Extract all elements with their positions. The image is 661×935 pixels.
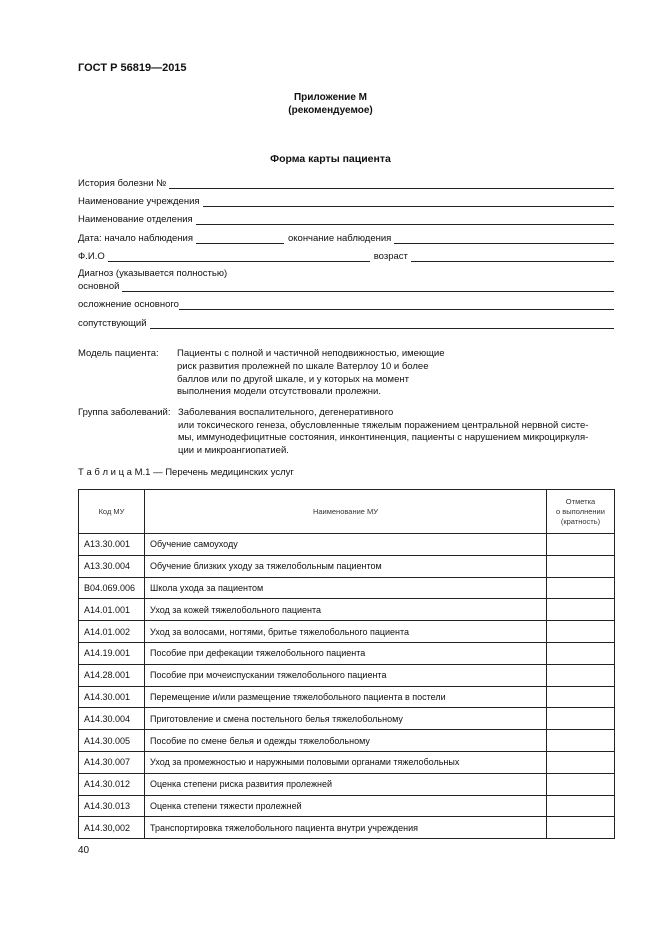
name-cell: Пособие при дефекации тяжелобольного пациента xyxy=(145,642,547,664)
mark-cell[interactable] xyxy=(547,817,615,839)
mark-cell[interactable] xyxy=(547,534,615,556)
table-row xyxy=(79,730,615,752)
header-mark-line: Отметка xyxy=(565,496,596,506)
code-cell: А14.30.007 xyxy=(79,751,145,773)
fill-line[interactable] xyxy=(394,234,614,244)
code-cell: А14.19.001 xyxy=(79,642,145,664)
code-cell: А14.30.012 xyxy=(79,773,145,795)
field-department xyxy=(78,214,614,225)
name-cell: Уход за промежностью и наружными половыми органами тяжелобольных xyxy=(145,751,547,773)
appendix-subtitle: (рекомендуемое) xyxy=(288,105,373,116)
field-label: окончание наблюдения xyxy=(287,233,392,244)
field-dates xyxy=(78,233,614,244)
name-cell: Приготовление и смена постельного белья тяжелобольному xyxy=(145,708,547,730)
code-cell: А14.30.013 xyxy=(79,795,145,817)
header-mark-line: (кратность) xyxy=(560,516,601,526)
code-cell: А14.30.005 xyxy=(79,730,145,752)
mark-cell[interactable] xyxy=(547,751,615,773)
group-line: мы, иммунодефицитные состояния, инконтиненция, пациенты с нарушением микроциркуля- xyxy=(178,432,589,443)
name-cell: Обучение близких уходу за тяжелобольным пациентом xyxy=(145,555,547,577)
mark-cell[interactable] xyxy=(547,795,615,817)
form-title: Форма карты пациента xyxy=(270,153,391,165)
fill-line[interactable] xyxy=(203,197,614,207)
table-caption xyxy=(78,467,294,478)
table-row xyxy=(79,664,615,686)
appendix-title: Приложение М xyxy=(293,92,368,103)
header-name: Наименование МУ xyxy=(145,490,547,534)
field-label: возраст xyxy=(373,251,408,262)
name-cell: Оценка степени риска развития пролежней xyxy=(145,773,547,795)
table-header-row xyxy=(79,490,615,534)
model-line: риск развития пролежней по шкале Ватерлоу 10 и более xyxy=(177,361,429,372)
mark-cell[interactable] xyxy=(547,642,615,664)
group-label: Группа заболеваний: xyxy=(78,407,171,418)
name-cell: Пособие по смене белья и одежды тяжелобольному xyxy=(145,730,547,752)
table-row xyxy=(79,555,615,577)
fill-line[interactable] xyxy=(179,300,614,310)
field-institution xyxy=(78,196,614,207)
mark-cell[interactable] xyxy=(547,730,615,752)
fill-line[interactable] xyxy=(150,319,614,329)
fill-line[interactable] xyxy=(411,252,614,262)
code-cell: А14.30,002 xyxy=(79,817,145,839)
field-label: Наименование учреждения xyxy=(78,196,200,207)
table-row xyxy=(79,751,615,773)
code-cell: А14.01.001 xyxy=(79,599,145,621)
table-row xyxy=(79,577,615,599)
fill-line[interactable] xyxy=(122,282,614,292)
name-cell: Школа ухода за пациентом xyxy=(145,577,547,599)
mark-cell[interactable] xyxy=(547,599,615,621)
code-cell: А14.30.001 xyxy=(79,686,145,708)
code-cell: А14.28.001 xyxy=(79,664,145,686)
name-cell: Уход за волосами, ногтями, бритье тяжелобольного пациента xyxy=(145,621,547,643)
caption-rest: М.1 — Перечень медицинских услуг xyxy=(134,467,294,478)
name-cell: Оценка степени тяжести пролежней xyxy=(145,795,547,817)
model-line: выполнения модели отсутствовали пролежни. xyxy=(177,386,381,397)
group-line: ции и микроангиопатией. xyxy=(178,445,289,456)
diagnosis-label: Диагноз (указывается полностью) xyxy=(78,268,228,279)
field-fio-age xyxy=(78,251,614,262)
name-cell: Обучение самоуходу xyxy=(145,534,547,556)
standard-header: ГОСТ Р 56819—2015 xyxy=(78,62,187,74)
name-cell: Пособие при мочеиспускании тяжелобольного пациента xyxy=(145,664,547,686)
name-cell: Транспортировка тяжелобольного пациента внутри учреждения xyxy=(145,817,547,839)
mark-cell[interactable] xyxy=(547,555,615,577)
name-cell: Перемещение и/или размещение тяжелобольного пациента в постели xyxy=(145,686,547,708)
mark-cell[interactable] xyxy=(547,577,615,599)
model-line: баллов или по другой шкале, и у которых на момент xyxy=(177,374,409,385)
fill-line[interactable] xyxy=(169,179,614,189)
page-number: 40 xyxy=(78,845,90,856)
header-mark-line: о выполнении xyxy=(556,506,605,516)
code-cell: А14.01.002 xyxy=(79,621,145,643)
field-label: основной xyxy=(78,281,120,292)
table-row xyxy=(79,817,615,839)
field-history xyxy=(78,178,614,189)
field-main xyxy=(78,281,614,292)
group-line: или токсического генеза, обусловленные тяжелым поражением центральной нервной систе- xyxy=(178,420,589,431)
caption-prefix: Т а б л и ц а xyxy=(78,467,132,478)
services-table xyxy=(78,489,615,839)
code-cell: А13.30.001 xyxy=(79,534,145,556)
table-row xyxy=(79,795,615,817)
mark-cell[interactable] xyxy=(547,621,615,643)
field-label: Ф.И.О xyxy=(78,251,105,262)
code-cell: А14.30.004 xyxy=(79,708,145,730)
group-line: Заболевания воспалительного, дегенеративного xyxy=(178,407,394,418)
code-cell: В04.069.006 xyxy=(79,577,145,599)
field-label: сопутствующий xyxy=(78,318,147,329)
table-row xyxy=(79,773,615,795)
field-label: История болезни № xyxy=(78,178,167,189)
mark-cell[interactable] xyxy=(547,708,615,730)
table-row xyxy=(79,599,615,621)
header-mark xyxy=(547,490,615,534)
model-label: Модель пациента: xyxy=(78,348,159,359)
table-row xyxy=(79,621,615,643)
table-row xyxy=(79,686,615,708)
header-code: Код МУ xyxy=(79,490,145,534)
mark-cell[interactable] xyxy=(547,773,615,795)
field-label: осложнение основного xyxy=(78,299,179,310)
field-label: Наименование отделения xyxy=(78,214,193,225)
fill-line[interactable] xyxy=(108,252,370,262)
field-complication xyxy=(78,299,614,310)
field-concomitant xyxy=(78,318,614,329)
fill-line[interactable] xyxy=(196,215,614,225)
code-cell: А13.30.004 xyxy=(79,555,145,577)
fill-line[interactable] xyxy=(196,234,284,244)
field-label: Дата: начало наблюдения xyxy=(78,233,193,244)
table-row xyxy=(79,708,615,730)
table-row xyxy=(79,534,615,556)
mark-cell[interactable] xyxy=(547,664,615,686)
mark-cell[interactable] xyxy=(547,686,615,708)
model-line: Пациенты с полной и частичной неподвижностью, имеющие xyxy=(177,348,445,359)
name-cell: Уход за кожей тяжелобольного пациента xyxy=(145,599,547,621)
table-row xyxy=(79,642,615,664)
